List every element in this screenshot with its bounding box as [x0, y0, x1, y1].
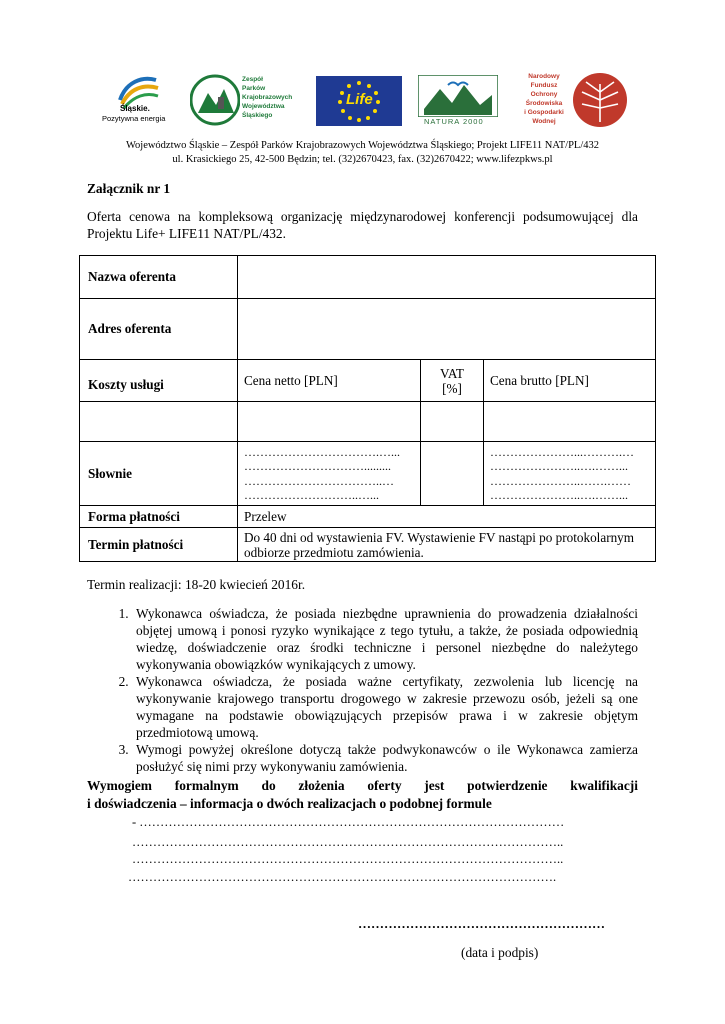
slownie-netto-line: ……………………………..…	[244, 473, 394, 488]
vat-header-line1: VAT	[440, 365, 464, 381]
list-item	[132, 741, 638, 775]
req3-l1: 3. Wymogi powyżej określone dotyczą także podwykonawców o ile Wykonawca zamierza	[136, 742, 638, 757]
zpk-emblem-icon	[190, 73, 240, 127]
slaskie-line1: Śląskie.	[120, 104, 150, 113]
realizacja-line-4[interactable]: ………………………………………………………………………………………….	[128, 870, 557, 884]
req2-l2: wykonywanie krajowego transportu drogowego w zakresie przewozu osób, jeżeli są one	[136, 691, 638, 706]
realizacja-line-3[interactable]: …………………………………………………………………………………………..	[132, 852, 564, 866]
header-line-1: Województwo Śląskie – Zespół Parków Krajobrazowych Województwa Śląskiego; Projekt LIFE11 NAT/PL/432	[125, 140, 600, 151]
req1-l3: wiedzę, doświadczenie oraz środki techniczne i personel niezbędne do należytego	[136, 640, 638, 655]
zpk-line2: Parków	[242, 85, 266, 92]
slownie-brutto-line: …………………...……….…	[490, 444, 634, 459]
attachment-title: Załącznik nr 1	[87, 181, 171, 196]
zpk-logo	[190, 73, 305, 133]
slaskie-line2: Pozytywna energia	[102, 114, 166, 123]
slownie-brutto-field[interactable]	[484, 442, 656, 506]
zpk-line1: Zespół	[242, 76, 263, 83]
req2-l1: 2. Wykonawca oświadcza, że posiada ważne certyfikaty, zezwolenia lub licencję na	[136, 674, 638, 689]
intro-line-2: Projektu Life+ LIFE11 NAT/PL/432.	[87, 226, 286, 241]
life-text: Life	[346, 91, 373, 108]
natura-birds-icon	[418, 75, 498, 117]
natura-text: NATURA 2000	[424, 117, 484, 126]
forma-platnosci-value: Przelew	[238, 506, 656, 528]
slownie-netto-line: …………………………….…...	[244, 444, 400, 459]
adres-field[interactable]	[238, 299, 656, 360]
cena-netto-field[interactable]	[238, 402, 421, 442]
nfos-line5: i Gospodarki	[524, 109, 564, 116]
intro-line-1: Oferta cenowa na kompleksową organizację międzynarodowej konferencji podsumowującej dla	[87, 209, 638, 224]
slownie-brutto-line: …………………..….……...	[490, 459, 628, 473]
req3-l2: posłużyć się nimi przy wykonywaniu zamówienia.	[136, 759, 408, 774]
slownie-vat-field[interactable]	[421, 442, 484, 506]
slownie-netto-line: ………………………..…...	[244, 488, 379, 502]
formal-line-1: Wymogiem formalnym do złożenia oferty jest potwierdzenie kwalifikacji	[87, 778, 638, 793]
forma-platnosci-label: Forma płatności	[80, 506, 238, 528]
koszty-empty-label	[80, 402, 238, 442]
requirements-list	[87, 605, 638, 775]
nazwa-label: Nazwa oferenta	[80, 256, 238, 299]
nfos-line4: Środowiska	[525, 100, 563, 107]
signature-caption: (data i podpis)	[461, 945, 539, 960]
termin-platnosci-line2: odbiorze przedmiotu zamówienia.	[244, 544, 424, 560]
nazwa-field[interactable]	[238, 256, 656, 299]
slownie-brutto-line: …………………..…….……	[490, 473, 631, 488]
slownie-netto-line: ………………………….........	[244, 459, 391, 473]
slownie-label: Słownie	[80, 442, 238, 506]
nfos-line1: Narodowy	[528, 73, 560, 80]
signature-line[interactable]: …………………………………………………	[358, 916, 605, 931]
req1-l1: 1. Wykonawca oświadcza, że posiada niezbędne uprawnienia do prowadzenia działalności	[136, 606, 638, 621]
life-logo	[316, 76, 402, 126]
slownie-brutto-line: …………………..….……...	[490, 488, 628, 502]
req1-l4: wykonywania obowiązków wynikających z umowy.	[136, 657, 416, 672]
offer-form-table	[79, 255, 656, 562]
header-line-2: ul. Krasickiego 25, 42-500 Będzin; tel. (32)2670423, fax. (32)2670422; www.lifezpkws.pl	[172, 154, 553, 165]
realizacja-line-2[interactable]: …………………………………………………………………………………………..	[132, 835, 564, 849]
cena-brutto-header: Cena brutto [PLN]	[484, 360, 656, 402]
list-item	[132, 605, 638, 673]
realizacja-line-1[interactable]: - …………………………………………………………………………………………	[132, 815, 565, 829]
req2-l4: przedmiotową umową.	[136, 725, 259, 740]
slaskie-logo	[92, 70, 182, 130]
termin-realizacji: Termin realizacji: 18-20 kwiecień 2016r.	[87, 577, 306, 592]
nfos-line6: Wodnej	[532, 118, 556, 125]
list-item	[132, 673, 638, 741]
termin-platnosci-line1: Do 40 dni od wystawienia FV. Wystawienie FV nastąpi po protokolarnym	[244, 529, 635, 545]
vat-header	[421, 360, 484, 402]
nfos-line2: Fundusz	[530, 82, 558, 89]
vat-header-line2: [%]	[442, 380, 462, 396]
formal-line-2: i doświadczenia – informacja o dwóch realizacjach o podobnej formule	[87, 796, 492, 811]
vat-field[interactable]	[421, 402, 484, 442]
req1-l2: objętej umową i ponosi ryzyko wynikające z tego tytułu, a także, że posiada odpowiednią	[136, 623, 638, 638]
nfosigw-logo	[520, 70, 630, 132]
zpk-line4: Województwa	[242, 103, 285, 110]
adres-label: Adres oferenta	[80, 299, 238, 360]
termin-platnosci-label: Termin płatności	[80, 528, 238, 562]
nfos-tree-icon	[572, 72, 628, 128]
nfos-line3: Ochrony	[530, 91, 558, 98]
natura-2000-logo	[418, 75, 498, 127]
req2-l3: wymagane na podstawie obowiązujących przepisów prawa i w zakresie objętym	[136, 708, 638, 723]
termin-platnosci-value	[238, 528, 656, 562]
slownie-netto-field[interactable]	[238, 442, 421, 506]
cena-netto-header: Cena netto [PLN]	[238, 360, 421, 402]
cena-brutto-field[interactable]	[484, 402, 656, 442]
zpk-line5: Śląskiego	[242, 112, 273, 119]
koszty-label: Koszty usługi	[80, 360, 238, 402]
zpk-line3: Krajobrazowych	[242, 94, 293, 101]
